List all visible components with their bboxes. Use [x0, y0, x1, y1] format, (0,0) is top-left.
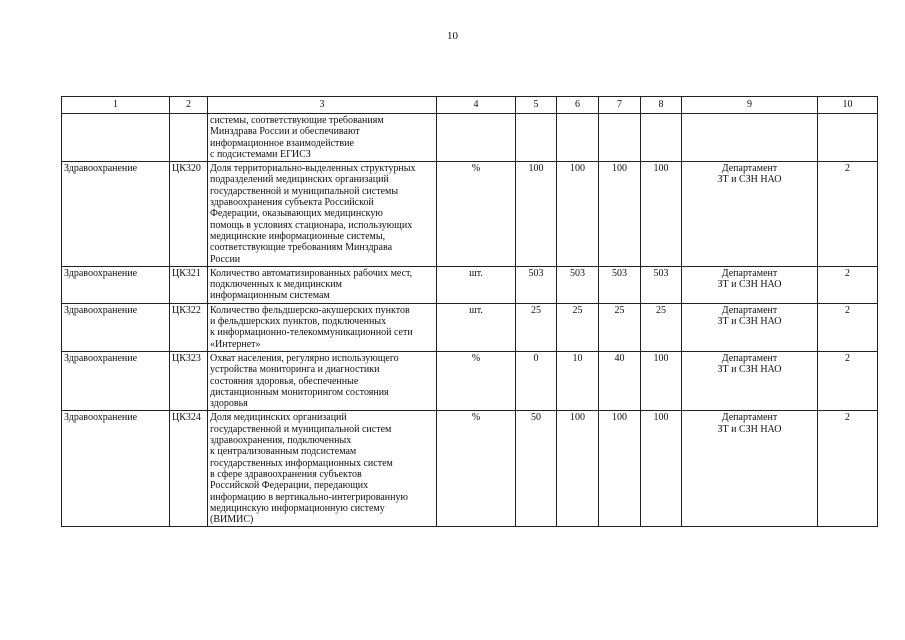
responsible-department: [682, 411, 818, 527]
value-cell: 0: [516, 351, 557, 410]
column-header: 3: [208, 97, 437, 114]
description-line: информационным системам: [210, 290, 330, 302]
indicator-code: ЦК324: [170, 411, 208, 527]
indicator-code: ЦК320: [170, 162, 208, 267]
column-header: 4: [437, 97, 516, 114]
column-10-cell: 2: [818, 266, 878, 303]
value-cell: 10: [557, 351, 599, 410]
responsible-department: [682, 303, 818, 351]
value-cell: 50: [516, 411, 557, 527]
sector-cell: Здравоохранение: [62, 351, 170, 410]
description-line: здравоохранения, подключенных: [210, 435, 352, 447]
indicators-table: [61, 96, 878, 527]
column-10-cell: 2: [818, 303, 878, 351]
description-line: соответствующие требованиям Минздрава: [210, 242, 393, 254]
indicator-code: ЦК322: [170, 303, 208, 351]
value-cell: 100: [641, 351, 682, 410]
column-header: 2: [170, 97, 208, 114]
column-header: 1: [62, 97, 170, 114]
description-line: Доля территориально-выделенных структурных: [210, 163, 416, 175]
department-line: ЗТ и СЗН НАО: [717, 423, 782, 435]
value-cell: 503: [557, 266, 599, 303]
department-line: Департамент: [721, 267, 778, 279]
page-number: 10: [447, 30, 458, 42]
department-line: Департамент: [721, 163, 778, 175]
indicator-description: [208, 114, 437, 162]
indicator-code: ЦК321: [170, 266, 208, 303]
description-line: Федерации, оказывающих медицинскую: [210, 208, 383, 220]
description-line: Охват населения, регулярно использующего: [210, 352, 399, 364]
description-line: Минздрава России и обеспечивают: [210, 126, 360, 138]
description-line: дистанционным мониторингом состояния: [210, 386, 389, 398]
description-line: медицинскую информационную систему: [210, 502, 385, 514]
value-cell: 25: [557, 303, 599, 351]
description-line: государственных информационных систем: [210, 457, 393, 469]
department-line: Департамент: [721, 412, 778, 424]
description-line: здоровья: [210, 398, 248, 410]
value-cell: 503: [599, 266, 641, 303]
description-line: помощь в условиях стационара, использующих: [210, 219, 413, 231]
column-header: 8: [641, 97, 682, 114]
value-cell: 100: [557, 162, 599, 267]
description-line: в сфере здравоохранения субъектов: [210, 468, 362, 480]
description-line: Количество автоматизированных рабочих мест,: [210, 267, 413, 279]
unit-cell: %: [437, 162, 516, 267]
department-line: ЗТ и СЗН НАО: [717, 174, 782, 186]
department-line: ЗТ и СЗН НАО: [717, 279, 782, 291]
responsible-department: [682, 351, 818, 410]
indicator-description: [208, 411, 437, 527]
value-cell: 25: [599, 303, 641, 351]
description-line: России: [210, 253, 241, 265]
description-line: с подсистемами ЕГИСЗ: [210, 148, 311, 160]
responsible-department: [682, 162, 818, 267]
column-header: 9: [682, 97, 818, 114]
column-10-cell: 2: [818, 162, 878, 267]
description-line: государственной и муниципальной систем: [210, 423, 392, 435]
column-header: 10: [818, 97, 878, 114]
value-cell: 100: [516, 162, 557, 267]
sector-cell: Здравоохранение: [62, 303, 170, 351]
department-line: ЗТ и СЗН НАО: [717, 316, 782, 328]
description-line: здравоохранения субъекта Российской: [210, 197, 374, 209]
value-cell: 100: [557, 411, 599, 527]
description-line: Российской Федерации, передающих: [210, 480, 369, 492]
indicator-description: [208, 303, 437, 351]
column-header: 5: [516, 97, 557, 114]
table-row: [62, 266, 878, 303]
value-cell: 100: [641, 411, 682, 527]
table-row: [62, 162, 878, 267]
description-line: устройства мониторинга и диагностики: [210, 364, 380, 376]
indicator-description: [208, 266, 437, 303]
table-row: [62, 411, 878, 527]
description-line: медицинские информационные системы,: [210, 230, 386, 242]
description-line: системы, соответствующие требованиям: [210, 115, 384, 126]
description-line: к информационно-телекоммуникационной сети: [210, 327, 413, 339]
unit-cell: шт.: [437, 303, 516, 351]
sector-cell: Здравоохранение: [62, 411, 170, 527]
description-line: «Интернет»: [210, 338, 261, 350]
column-header: 6: [557, 97, 599, 114]
description-line: информационное взаимодействие: [210, 137, 354, 149]
description-line: состояния здоровья, обеспеченные: [210, 375, 359, 387]
column-header: 7: [599, 97, 641, 114]
description-line: Количество фельдшерско-акушерских пунктов: [210, 304, 410, 316]
value-cell: 25: [641, 303, 682, 351]
value-cell: 100: [641, 162, 682, 267]
table-header-row: [62, 97, 878, 114]
department-line: Департамент: [721, 304, 778, 316]
description-line: (ВИМИС): [210, 514, 254, 526]
table-row: [62, 351, 878, 410]
department-line: ЗТ и СЗН НАО: [717, 364, 782, 376]
indicator-description: [208, 162, 437, 267]
unit-cell: шт.: [437, 266, 516, 303]
value-cell: 40: [599, 351, 641, 410]
description-line: и фельдшерских пунктов, подключенных: [210, 316, 387, 328]
description-line: государственной и муниципальной системы: [210, 185, 399, 197]
continuation-row: [62, 114, 878, 162]
description-line: к централизованным подсистемам: [210, 446, 357, 458]
value-cell: 100: [599, 411, 641, 527]
table-row: [62, 303, 878, 351]
unit-cell: %: [437, 411, 516, 527]
value-cell: 25: [516, 303, 557, 351]
description-line: подключенных к медицинским: [210, 279, 342, 291]
indicator-code: ЦК323: [170, 351, 208, 410]
description-line: подразделений медицинских организаций: [210, 174, 389, 186]
unit-cell: %: [437, 351, 516, 410]
description-line: Доля медицинских организаций: [210, 412, 347, 424]
value-cell: 100: [599, 162, 641, 267]
department-line: Департамент: [721, 352, 778, 364]
sector-cell: Здравоохранение: [62, 162, 170, 267]
description-line: информацию в вертикально-интегрированную: [210, 491, 408, 503]
value-cell: 503: [641, 266, 682, 303]
value-cell: 503: [516, 266, 557, 303]
column-10-cell: 2: [818, 411, 878, 527]
sector-cell: Здравоохранение: [62, 266, 170, 303]
indicator-description: [208, 351, 437, 410]
column-10-cell: 2: [818, 351, 878, 410]
responsible-department: [682, 266, 818, 303]
